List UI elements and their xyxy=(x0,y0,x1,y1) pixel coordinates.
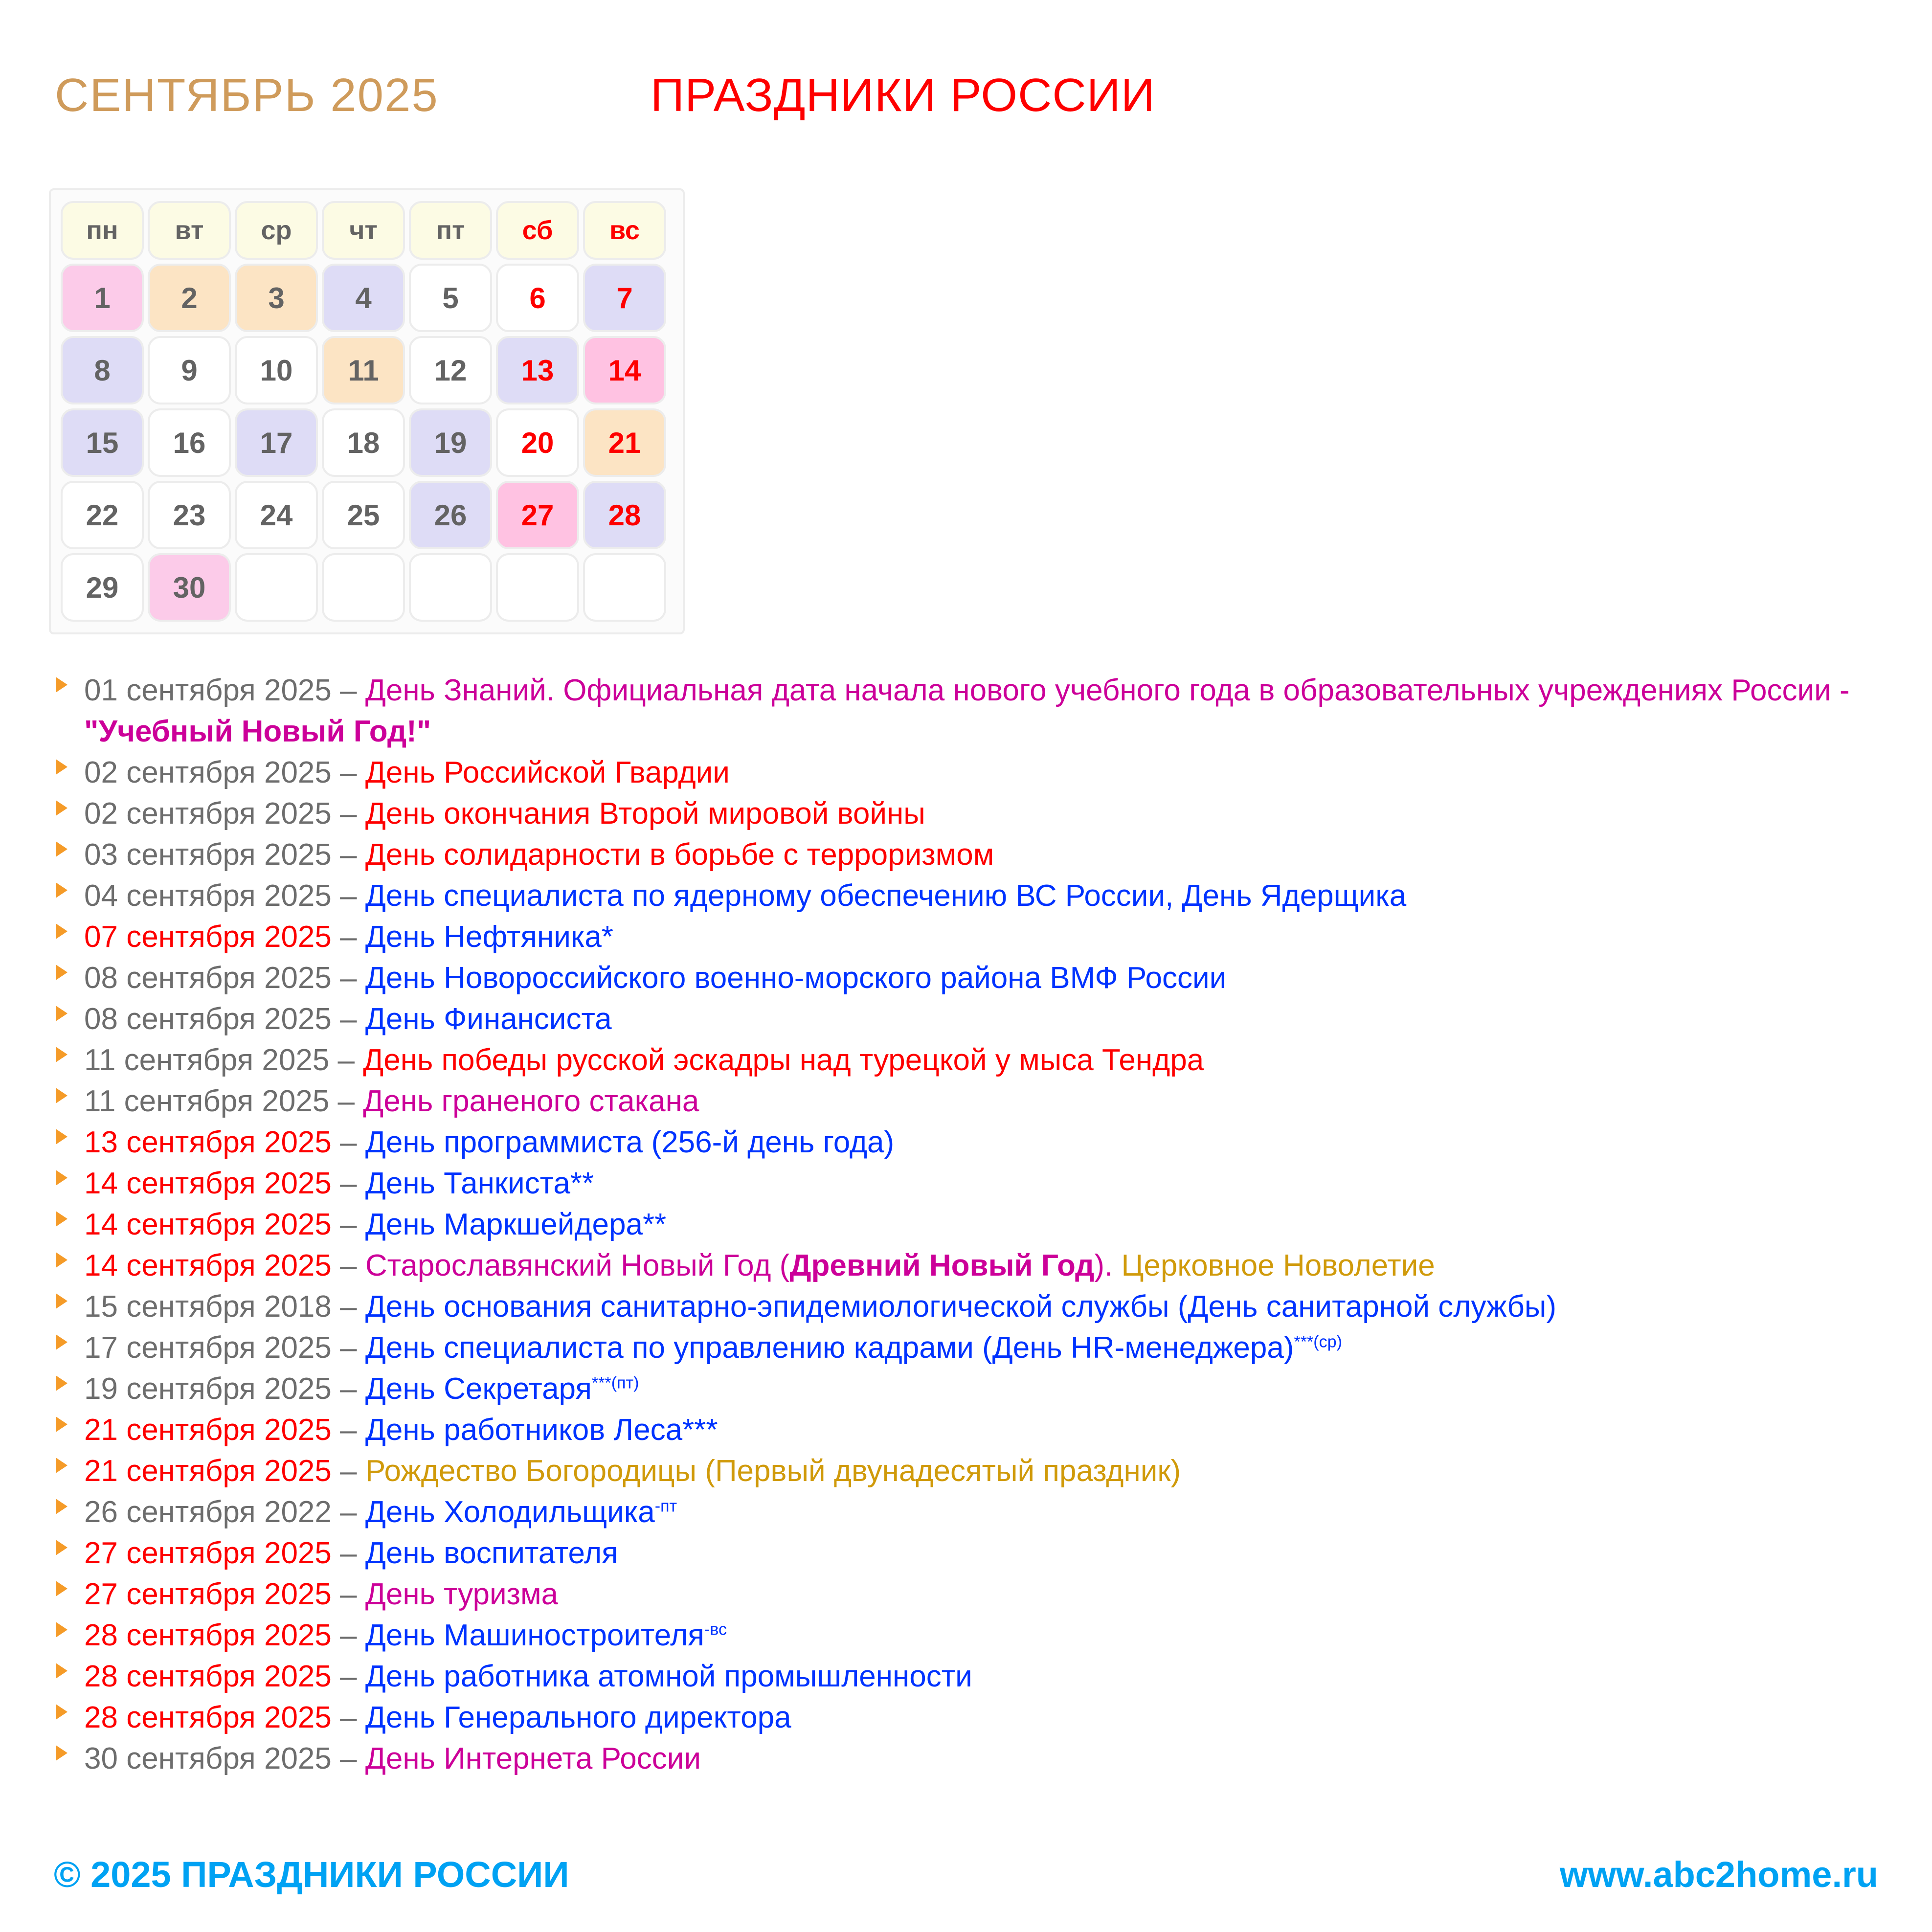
calendar-day-2[interactable]: 2 xyxy=(148,264,231,332)
holiday-name[interactable] xyxy=(365,838,994,872)
holiday-name-superscript: ***(ср) xyxy=(1294,1332,1342,1351)
calendar-weekday-row xyxy=(59,199,675,262)
holiday-date: 14 сентября 2025 xyxy=(84,1249,332,1282)
calendar-day-28[interactable]: 28 xyxy=(583,481,666,549)
holiday-separator: – xyxy=(331,920,365,954)
holiday-name-part: День специалиста по ядерному обеспечению ВС России, День Ядерщика xyxy=(365,879,1407,913)
holiday-name-part: День граненого стакана xyxy=(363,1084,699,1118)
holiday-separator: – xyxy=(331,1372,365,1406)
calendar-day-17[interactable]: 17 xyxy=(235,408,318,477)
holiday-separator: – xyxy=(331,961,365,995)
calendar-day-9[interactable]: 9 xyxy=(148,336,231,404)
holiday-date: 11 сентября 2025 xyxy=(84,1043,330,1077)
holiday-date: 28 сентября 2025 xyxy=(84,1701,332,1734)
holiday-name-superscript: ***(пт) xyxy=(591,1373,639,1393)
holiday-name[interactable] xyxy=(365,1167,594,1200)
holiday-name-superscript: -вс xyxy=(704,1620,727,1639)
calendar-day-1[interactable]: 1 xyxy=(61,264,144,332)
weekday-header-пт: пт xyxy=(409,201,492,260)
weekday-header-вт: вт xyxy=(148,201,231,260)
holiday-date: 30 сентября 2025 xyxy=(84,1742,332,1775)
calendar-day-3[interactable]: 3 xyxy=(235,264,318,332)
bullet-triangle-icon xyxy=(56,965,67,980)
holiday-name-part: День специалиста по управлению кадрами (День HR-менеджера) xyxy=(365,1331,1294,1365)
holiday-date: 07 сентября 2025 xyxy=(84,920,332,954)
bullet-triangle-icon xyxy=(56,1088,67,1103)
calendar-day-8[interactable]: 8 xyxy=(61,336,144,404)
holiday-date: 28 сентября 2025 xyxy=(84,1660,332,1693)
calendar-day-empty xyxy=(496,553,579,622)
calendar-week-row xyxy=(59,551,675,624)
holiday-date: 17 сентября 2025 xyxy=(84,1331,332,1365)
holiday-name-part: День работника атомной промышленности xyxy=(365,1660,972,1693)
holiday-list-item xyxy=(49,1574,1888,1615)
holiday-name[interactable] xyxy=(365,797,925,831)
holiday-list-item xyxy=(49,1738,1888,1779)
month-title: СЕНТЯБРЬ 2025 xyxy=(55,69,439,121)
bullet-triangle-icon xyxy=(56,1663,67,1679)
page-footer xyxy=(0,1854,1932,1912)
holiday-name[interactable] xyxy=(365,1372,639,1406)
bullet-triangle-icon xyxy=(56,1499,67,1514)
calendar-day-30[interactable]: 30 xyxy=(148,553,231,622)
holiday-name-part: День Генерального директора xyxy=(365,1701,791,1734)
holiday-separator: – xyxy=(331,1331,365,1365)
calendar-day-6[interactable]: 6 xyxy=(496,264,579,332)
holiday-separator: – xyxy=(331,1413,365,1447)
holiday-name-part: День Танкиста** xyxy=(365,1167,594,1200)
holiday-name[interactable] xyxy=(365,1577,558,1611)
holiday-name[interactable] xyxy=(365,1495,677,1529)
holiday-name-part: День Нефтяника* xyxy=(365,920,613,954)
weekday-header-чт: чт xyxy=(322,201,405,260)
calendar-day-10[interactable]: 10 xyxy=(235,336,318,404)
bullet-triangle-icon xyxy=(56,1622,67,1638)
calendar-day-11[interactable]: 11 xyxy=(322,336,405,404)
holiday-date: 21 сентября 2025 xyxy=(84,1454,332,1488)
holiday-name-part: День основания санитарно-эпидемиологической службы (День санитарной службы) xyxy=(365,1290,1557,1324)
holiday-list-item xyxy=(49,1286,1888,1327)
holiday-separator: – xyxy=(331,879,365,913)
holiday-separator: – xyxy=(331,838,365,872)
calendar-day-12[interactable]: 12 xyxy=(409,336,492,404)
calendar-day-empty xyxy=(235,553,318,622)
holiday-list-item xyxy=(49,1081,1888,1122)
page-header xyxy=(0,68,1932,137)
holiday-name-part: День Знаний. Официальная дата начала нового учебного года в образовательных учреждениях России - xyxy=(365,674,1850,707)
holiday-separator: – xyxy=(331,1208,365,1241)
calendar-day-14[interactable]: 14 xyxy=(583,336,666,404)
holiday-list-item xyxy=(49,1492,1888,1533)
holiday-date: 19 сентября 2025 xyxy=(84,1372,332,1406)
holiday-date: 21 сентября 2025 xyxy=(84,1413,332,1447)
holiday-name-part: День Маркшейдера** xyxy=(365,1208,667,1241)
holiday-date: 28 сентября 2025 xyxy=(84,1618,332,1652)
bullet-triangle-icon xyxy=(56,1458,67,1473)
holiday-name-part: День Машиностроителя xyxy=(365,1618,704,1652)
bullet-triangle-icon xyxy=(56,1416,67,1432)
holiday-list-item xyxy=(49,876,1888,917)
holiday-name-part: День туризма xyxy=(365,1577,559,1611)
holiday-name[interactable] xyxy=(365,879,1406,913)
holiday-date: 01 сентября 2025 xyxy=(84,674,332,707)
holiday-list-item xyxy=(49,1369,1888,1410)
weekday-header-вс: вс xyxy=(583,201,666,260)
holiday-separator: – xyxy=(331,756,365,789)
holiday-name[interactable] xyxy=(365,1125,894,1159)
holiday-separator: – xyxy=(331,1742,365,1775)
website-link[interactable]: www.abc2home.ru xyxy=(1559,1854,1878,1895)
holiday-name-part: День воспитателя xyxy=(365,1536,618,1570)
holiday-name-part: Рождество Богородицы (Первый двунадесятый праздник) xyxy=(365,1454,1181,1488)
holiday-separator: – xyxy=(331,1249,365,1282)
holiday-name-part: Старославянский Новый Год ( xyxy=(365,1249,790,1282)
bullet-triangle-icon xyxy=(56,1540,67,1555)
holiday-date: 27 сентября 2025 xyxy=(84,1536,332,1570)
holiday-separator: – xyxy=(331,1125,365,1159)
holiday-list-item xyxy=(49,1163,1888,1204)
holiday-date: 03 сентября 2025 xyxy=(84,838,332,872)
holiday-name-part: День Финансиста xyxy=(365,1002,612,1036)
holiday-list-item xyxy=(49,1533,1888,1574)
holiday-separator: – xyxy=(331,1167,365,1200)
holiday-separator: – xyxy=(331,1701,365,1734)
holiday-name[interactable] xyxy=(365,1536,618,1570)
calendar-day-empty xyxy=(583,553,666,622)
holiday-name[interactable] xyxy=(365,1208,666,1241)
holiday-name[interactable] xyxy=(365,1701,791,1734)
holiday-name[interactable] xyxy=(363,1043,1204,1077)
bullet-triangle-icon xyxy=(56,1581,67,1596)
holiday-name[interactable] xyxy=(365,920,613,954)
holiday-separator: – xyxy=(331,1495,365,1529)
holiday-list-item xyxy=(49,752,1888,793)
holiday-separator: – xyxy=(331,1660,365,1693)
holiday-list-item xyxy=(49,1697,1888,1738)
holiday-name-part: День окончания Второй мировой войны xyxy=(365,797,925,831)
bullet-triangle-icon xyxy=(56,1006,67,1021)
holiday-date: 02 сентября 2025 xyxy=(84,797,332,831)
holiday-list-item xyxy=(49,917,1888,958)
holiday-name[interactable] xyxy=(363,1084,699,1118)
holiday-separator: – xyxy=(331,674,365,707)
holiday-date: 14 сентября 2025 xyxy=(84,1167,332,1200)
holiday-list-item xyxy=(49,958,1888,999)
bullet-triangle-icon xyxy=(56,759,67,775)
holiday-name-superscript: -пт xyxy=(654,1497,677,1516)
holiday-list-item xyxy=(49,1327,1888,1369)
holiday-separator: – xyxy=(331,1290,365,1324)
bullet-triangle-icon xyxy=(56,1252,67,1268)
calendar-day-5[interactable]: 5 xyxy=(409,264,492,332)
calendar-day-4[interactable]: 4 xyxy=(322,264,405,332)
holiday-separator: – xyxy=(331,1618,365,1652)
holiday-list-item xyxy=(49,1451,1888,1492)
holiday-separator: – xyxy=(331,1536,365,1570)
calendar-week-row xyxy=(59,479,675,551)
bullet-triangle-icon xyxy=(56,1334,67,1350)
holiday-separator: – xyxy=(329,1043,363,1077)
holiday-date: 02 сентября 2025 xyxy=(84,756,332,789)
holiday-name-part: День солидарности в борьбе с терроризмом xyxy=(365,838,994,872)
holiday-list xyxy=(49,670,1888,1779)
holiday-list-item xyxy=(49,999,1888,1040)
holiday-date: 08 сентября 2025 xyxy=(84,961,332,995)
bullet-triangle-icon xyxy=(56,1129,67,1145)
bullet-triangle-icon xyxy=(56,1704,67,1720)
holiday-name[interactable] xyxy=(365,1660,972,1693)
calendar-day-23[interactable]: 23 xyxy=(148,481,231,549)
holiday-name-part: "Учебный Новый Год!" xyxy=(84,715,431,748)
bullet-triangle-icon xyxy=(56,1047,67,1062)
bullet-triangle-icon xyxy=(56,882,67,898)
holiday-separator: – xyxy=(331,1454,365,1488)
holiday-name[interactable] xyxy=(365,961,1226,995)
holiday-name-part: День Российской Гвардии xyxy=(365,756,730,789)
calendar-day-24[interactable]: 24 xyxy=(235,481,318,549)
holiday-name[interactable] xyxy=(365,1002,612,1036)
calendar-day-26[interactable]: 26 xyxy=(409,481,492,549)
holiday-list-item xyxy=(49,834,1888,876)
calendar-week-row xyxy=(59,262,675,334)
weekday-header-сб: сб xyxy=(496,201,579,260)
holiday-name[interactable] xyxy=(365,1618,727,1652)
holiday-date: 11 сентября 2025 xyxy=(84,1084,330,1118)
calendar-day-19[interactable]: 19 xyxy=(409,408,492,477)
holiday-name-part: День победы русской эскадры над турецкой у мыса Тендра xyxy=(363,1043,1204,1077)
weekday-header-ср: ср xyxy=(235,201,318,260)
holiday-date: 27 сентября 2025 xyxy=(84,1577,332,1611)
calendar-grid xyxy=(49,188,685,634)
holiday-list-item xyxy=(49,1245,1888,1286)
calendar-day-29[interactable]: 29 xyxy=(61,553,144,622)
calendar-day-empty xyxy=(409,553,492,622)
calendar-day-22[interactable]: 22 xyxy=(61,481,144,549)
bullet-triangle-icon xyxy=(56,800,67,816)
holiday-list-item xyxy=(49,1040,1888,1081)
holiday-name-part: День Секретаря xyxy=(365,1372,592,1406)
holiday-list-item xyxy=(49,670,1888,752)
holiday-name-part: День Холодильщика xyxy=(365,1495,655,1529)
calendar-day-7[interactable]: 7 xyxy=(583,264,666,332)
holiday-list-item xyxy=(49,1656,1888,1697)
holiday-name-part: ). xyxy=(1094,1249,1122,1282)
calendar-day-empty xyxy=(322,553,405,622)
holiday-list-item xyxy=(49,1615,1888,1656)
holiday-name[interactable] xyxy=(365,1290,1556,1324)
holiday-date: 08 сентября 2025 xyxy=(84,1002,332,1036)
page-title: ПРАЗДНИКИ РОССИИ xyxy=(651,69,1155,121)
holiday-list-item xyxy=(49,1204,1888,1245)
calendar-day-27[interactable]: 27 xyxy=(496,481,579,549)
holiday-name-part: День Интернета России xyxy=(365,1742,701,1775)
calendar-day-18[interactable]: 18 xyxy=(322,408,405,477)
holiday-date: 13 сентября 2025 xyxy=(84,1125,332,1159)
bullet-triangle-icon xyxy=(56,677,67,693)
holiday-date: 04 сентября 2025 xyxy=(84,879,332,913)
holiday-name-part: Церковное Новолетие xyxy=(1121,1249,1435,1282)
holiday-name[interactable] xyxy=(365,1249,1435,1282)
calendar-day-21[interactable]: 21 xyxy=(583,408,666,477)
holiday-list-item xyxy=(49,1410,1888,1451)
holiday-date: 26 сентября 2022 xyxy=(84,1495,332,1529)
holiday-name-part: День работников Леса*** xyxy=(365,1413,718,1447)
holiday-name[interactable] xyxy=(365,1331,1342,1365)
holiday-date: 15 сентября 2018 xyxy=(84,1290,332,1324)
holiday-name-part: Древний Новый Год xyxy=(789,1249,1095,1282)
holiday-list-item xyxy=(49,1122,1888,1163)
bullet-triangle-icon xyxy=(56,1211,67,1227)
bullet-triangle-icon xyxy=(56,1745,67,1761)
calendar-day-13[interactable]: 13 xyxy=(496,336,579,404)
calendar-week-row xyxy=(59,334,675,406)
calendar-day-15[interactable]: 15 xyxy=(61,408,144,477)
calendar-day-20[interactable]: 20 xyxy=(496,408,579,477)
bullet-triangle-icon xyxy=(56,841,67,857)
bullet-triangle-icon xyxy=(56,1170,67,1186)
bullet-triangle-icon xyxy=(56,1293,67,1309)
copyright-label: © 2025 ПРАЗДНИКИ РОССИИ xyxy=(54,1854,569,1895)
holiday-date: 14 сентября 2025 xyxy=(84,1208,332,1241)
calendar-day-25[interactable]: 25 xyxy=(322,481,405,549)
holiday-separator: – xyxy=(329,1084,363,1118)
calendar-day-16[interactable]: 16 xyxy=(148,408,231,477)
holiday-name[interactable] xyxy=(365,756,730,789)
holiday-name-part: День Новороссийского военно-морского района ВМФ России xyxy=(365,961,1227,995)
bullet-triangle-icon xyxy=(56,923,67,939)
weekday-header-пн: пн xyxy=(61,201,144,260)
holiday-separator: – xyxy=(331,1577,365,1611)
holiday-separator: – xyxy=(331,797,365,831)
holiday-name-part: День программиста (256-й день года) xyxy=(365,1125,895,1159)
holiday-separator: – xyxy=(331,1002,365,1036)
holiday-name[interactable] xyxy=(365,1742,701,1775)
holiday-name[interactable] xyxy=(365,1454,1181,1488)
holiday-name[interactable] xyxy=(365,1413,718,1447)
bullet-triangle-icon xyxy=(56,1375,67,1391)
calendar-week-row xyxy=(59,406,675,479)
holiday-list-item xyxy=(49,793,1888,834)
